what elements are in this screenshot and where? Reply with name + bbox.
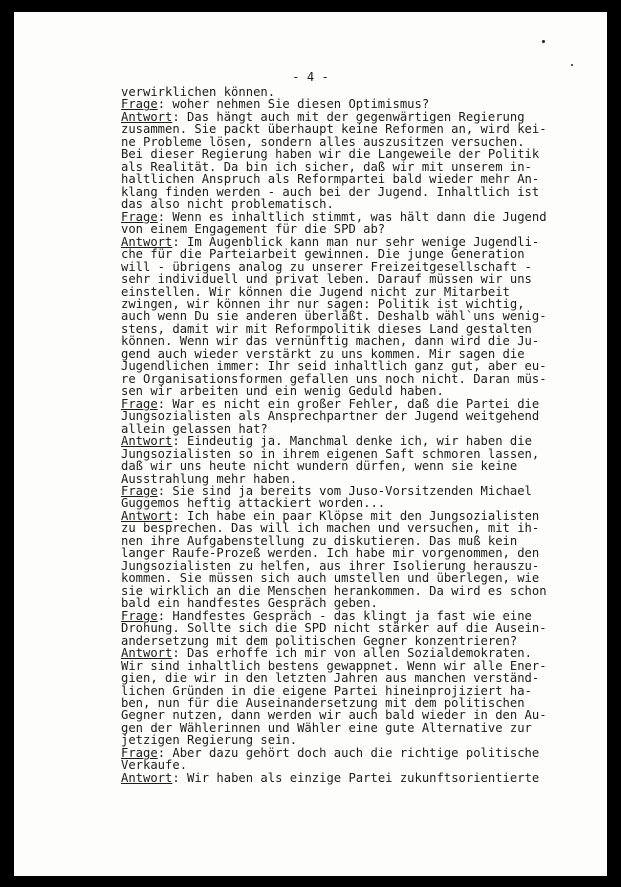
line-text: : Das erhoffe ich mir von allen Sozialdemokraten. — [172, 646, 532, 661]
line-text: einstellen. Wir können die Jugend nicht zur Mitarbeit — [121, 284, 510, 299]
line-text: : Wir haben als einzige Partei zukunftsorientierte — [172, 770, 540, 785]
document-page — [14, 12, 607, 876]
line-text: Wir sind inhaltlich bestens gewappnet. Wenn wir alle Ener- — [121, 658, 547, 673]
line-text: haltlichen Anspruch als Reformpartei bald wieder mehr An- — [121, 172, 540, 187]
scan-speck — [542, 40, 545, 43]
line-text: ben, nun für die Auseinandersetzung mit dem politischen — [121, 695, 525, 710]
line-text: : Im Augenblick kann man nur sehr wenige Jugendli- — [172, 234, 540, 249]
speaker-label: Antwort — [121, 234, 173, 249]
line-text: klang finden werden - auch bei der Jugend. Inhaltlich ist — [121, 184, 540, 199]
line-text: kommen. Sie müssen sich auch umstellen und überlegen, wie — [121, 571, 540, 586]
speaker-label: Frage — [121, 745, 158, 760]
line-text: : Das hängt auch mit der gegenwärtigen Regierung — [172, 109, 525, 124]
speaker-label: Frage — [121, 97, 158, 112]
line-text: Verkaufe. — [121, 758, 188, 773]
line-text: zwingen, wir können ihr nur sagen: Politik ist wichtig, — [121, 296, 525, 311]
line-text: jetzigen Regierung sein. — [121, 733, 298, 748]
line-text: andersetzung mit dem politischen Gegner konzentrieren? — [121, 633, 518, 648]
line-text: Guggemos heftig attackiert worden... — [121, 496, 386, 511]
interview-text — [121, 86, 551, 784]
line-text: bald ein handfestes Gespräch geben. — [121, 596, 378, 611]
speaker-label: Antwort — [121, 434, 173, 449]
speaker-label: Antwort — [121, 109, 173, 124]
line-text: können. Wenn wir das vernünftig machen, dann wird die Ju- — [121, 334, 540, 349]
line-text: Bei dieser Regierung haben wir die Langeweile der Politik — [121, 147, 540, 162]
line-text: allein gelassen hat? — [121, 421, 268, 436]
line-text: von einem Engagement für die SPD ab? — [121, 222, 386, 237]
speaker-label: Frage — [121, 608, 158, 623]
line-text: sen wir arbeiten und ein wenig Geduld haben. — [121, 384, 444, 399]
line-text: re Organisationsformen gefallen uns noch nicht. Daran müs- — [121, 371, 547, 386]
line-text: Drohung. Sollte sich die SPD nicht stärker auf die Ausein- — [121, 621, 547, 636]
line-text: gend auch wieder verstärkt zu uns kommen. Mir sagen die — [121, 346, 525, 361]
line-text: sie wirklich an die Menschen herankommen. Da wird es schon — [121, 583, 547, 598]
line-text: Jungsozialisten als Ansprechpartner der Jugend weitgehend — [121, 409, 540, 424]
line-text: : Aber dazu gehört doch auch die richtige politische — [157, 745, 540, 760]
line-text: : Ich habe ein paar Klöpse mit den Jungsozialisten — [172, 508, 540, 523]
line-text: ne Probleme lösen, sondern alles auszusitzen versuchen. — [121, 134, 525, 149]
line-text: stens, damit wir mit Reformpolitik dieses Land gestalten — [121, 321, 532, 336]
line-text: als Realität. Da bin ich sicher, daß wir mit unserem in- — [121, 159, 532, 174]
speaker-label: Frage — [121, 209, 158, 224]
speaker-label: Antwort — [121, 508, 173, 523]
speaker-label: Frage — [121, 484, 158, 498]
line-text: Ausstrahlung mehr haben. — [121, 471, 298, 486]
speaker-label: Antwort — [121, 770, 173, 785]
line-text: will - übrigens analog zu unserer Freizeitgesellschaft - — [121, 259, 532, 274]
line-text: auch wenn Du sie anderen überläßt. Deshalb wähl`uns wenig- — [121, 309, 547, 324]
line-text: langer Raufe-Prozeß werden. Ich habe mir vorgenommen, den — [121, 546, 540, 561]
line-text: zusammen. Sie packt überhaupt keine Reformen an, wird kei- — [121, 122, 547, 137]
line-text: gien, die wir in den letzten Jahren aus manchen verständ- — [121, 671, 540, 686]
text-line — [121, 772, 551, 784]
line-text: Jungsozialisten zu helfen, aus ihrer Isolierung herauszu- — [121, 558, 540, 573]
line-text: das also nicht problematisch. — [121, 197, 334, 212]
line-text: zu besprechen. Das will ich machen und versuchen, mit ih- — [121, 521, 540, 536]
page-number: - 4 - — [292, 70, 329, 84]
line-text: : War es nicht ein großer Fehler, daß die Partei die — [157, 396, 540, 411]
speaker-label: Frage — [121, 396, 158, 411]
line-text: daß wir uns heute nicht wundern dürfen, wenn sie keine — [121, 459, 518, 474]
line-text: gen der Wählerinnen und Wähler eine gute Alternative zur — [121, 720, 532, 735]
line-text: : Eindeutig ja. Manchmal denke ich, wir haben die — [172, 434, 532, 449]
line-text: Gegner nutzen, dann werden wir auch bald wieder in den Au- — [121, 708, 547, 723]
line-text: lichen Gründen in die eigene Partei hineinprojiziert ha- — [121, 683, 532, 698]
line-text: : woher nehmen Sie diesen Optimismus? — [157, 97, 430, 112]
line-text: : Handfestes Gespräch - das klingt ja fast wie eine — [157, 608, 532, 623]
line-text: sehr individuell und privat leben. Darauf müssen wir uns — [121, 272, 532, 287]
speaker-label: Antwort — [121, 646, 173, 661]
scan-speck — [571, 64, 573, 66]
line-text: che für die Parteiarbeit gewinnen. Die junge Generation — [121, 247, 525, 262]
line-text: Jugendlichen immer: Ihr seid inhaltlich ganz gut, aber eu- — [121, 359, 547, 374]
line-text: verwirklichen können. — [121, 85, 276, 99]
line-text: nen ihre Aufgabenstellung zu diskutieren. Das muß kein — [121, 533, 518, 548]
line-text: Jungsozialisten so in ihrem eigenen Saft schmoren lassen, — [121, 446, 540, 461]
line-text: : Wenn es inhaltlich stimmt, was hält dann die Jugend — [157, 209, 547, 224]
line-text: : Sie sind ja bereits vom Juso-Vorsitzenden Michael — [157, 484, 532, 498]
